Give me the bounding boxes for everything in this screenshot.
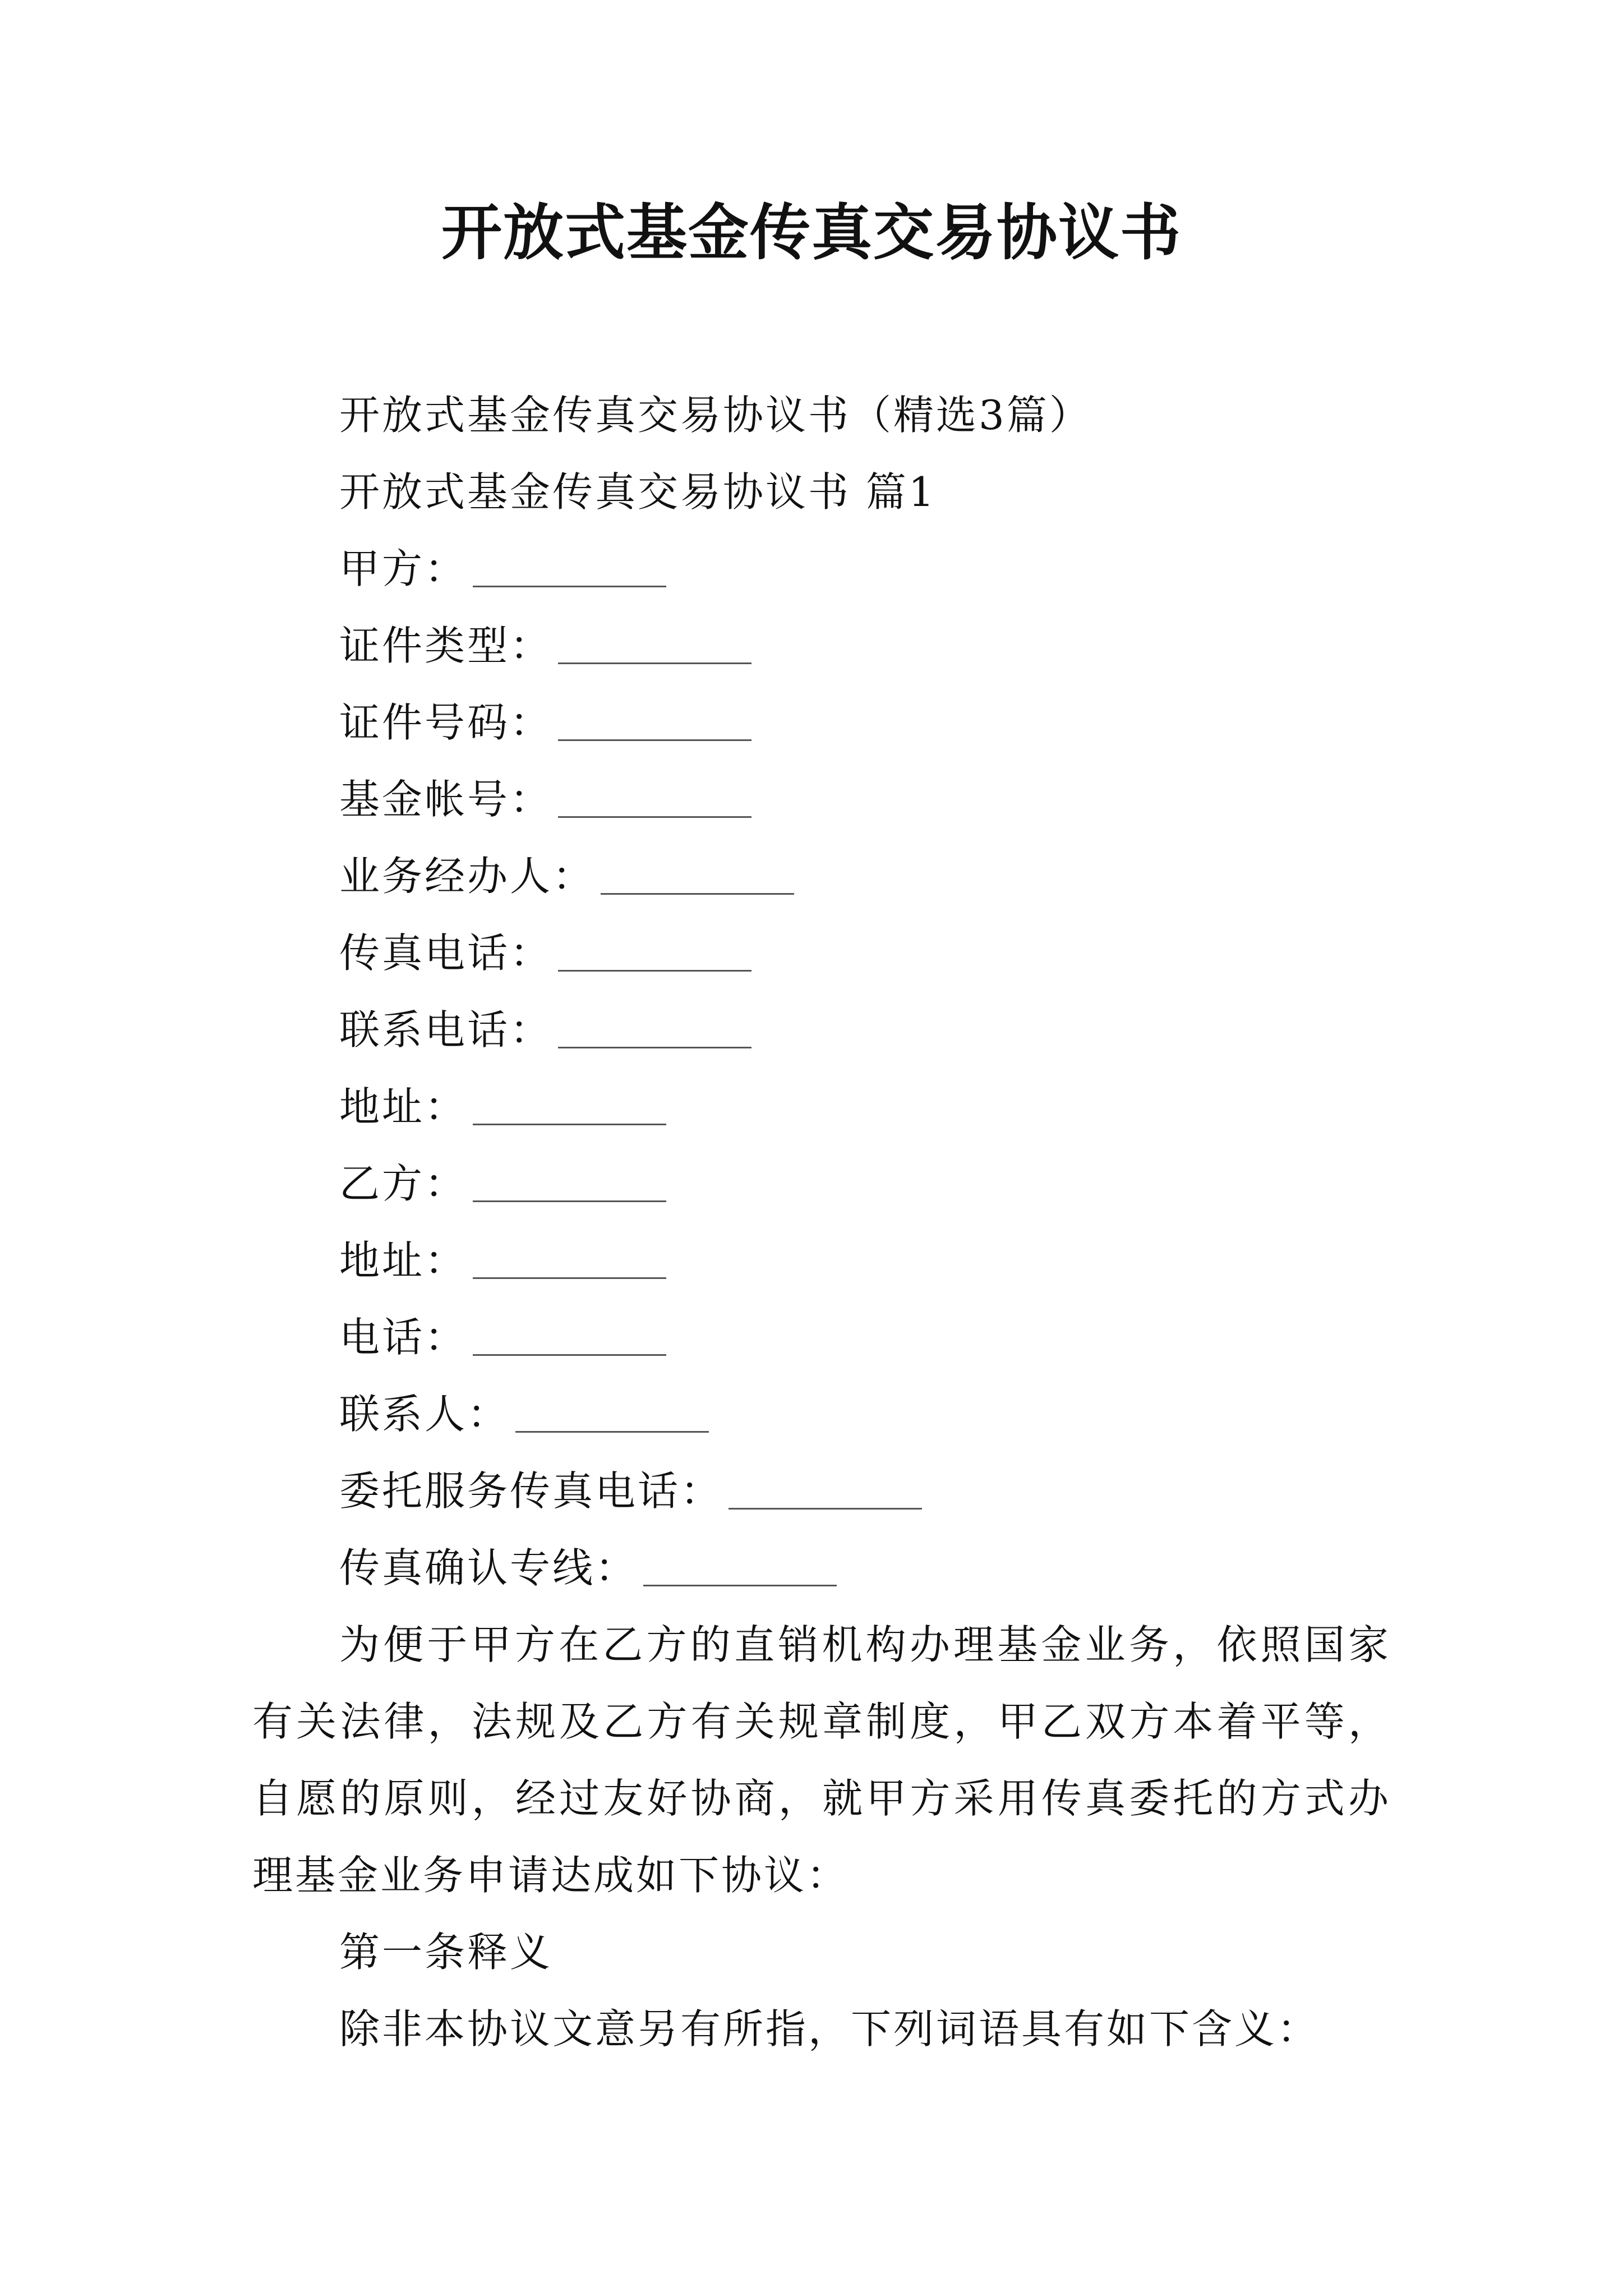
field-party-a bbox=[252, 531, 1391, 608]
field-label: 地址： bbox=[339, 1083, 468, 1130]
field-address-a bbox=[252, 1069, 1391, 1145]
field-label: 证件号码： bbox=[339, 699, 553, 746]
article-1-heading: 第一条释义 bbox=[339, 1929, 553, 1976]
fill-in-blank bbox=[558, 623, 751, 664]
field-label: 传真电话： bbox=[339, 930, 553, 977]
field-id-type bbox=[252, 608, 1391, 684]
field-phone-b bbox=[252, 1299, 1391, 1376]
field-fax-phone bbox=[252, 915, 1391, 992]
field-service-fax bbox=[252, 1453, 1391, 1530]
fill-in-blank bbox=[473, 1084, 666, 1125]
field-label: 传真确认专线： bbox=[339, 1544, 638, 1591]
field-contact-phone bbox=[252, 992, 1391, 1069]
field-fax-confirm-line bbox=[252, 1530, 1391, 1607]
document-body bbox=[252, 377, 1391, 2068]
fill-in-blank bbox=[473, 1238, 666, 1279]
fill-in-blank bbox=[558, 777, 751, 818]
field-label: 委托服务传真电话： bbox=[339, 1467, 723, 1515]
field-address-b bbox=[252, 1222, 1391, 1299]
field-label: 证件类型： bbox=[339, 622, 553, 669]
field-label: 乙方： bbox=[339, 1160, 468, 1207]
fill-in-blank bbox=[558, 931, 751, 972]
field-label: 甲方： bbox=[339, 545, 468, 592]
article-1-text: 除非本协议文意另有所指，下列词语具有如下含义： bbox=[339, 2005, 1320, 2053]
fill-in-blank bbox=[558, 700, 751, 741]
document-title: 开放式基金传真交易协议书 bbox=[441, 197, 1182, 268]
field-label: 联系人： bbox=[339, 1391, 510, 1438]
field-label: 联系电话： bbox=[339, 1006, 553, 1053]
section-heading: 开放式基金传真交易协议书 篇1 bbox=[339, 468, 937, 516]
fill-in-blank bbox=[601, 854, 794, 895]
fill-in-blank bbox=[473, 1315, 666, 1356]
field-label: 电话： bbox=[339, 1314, 468, 1361]
fill-in-blank bbox=[643, 1545, 837, 1586]
field-fund-account bbox=[252, 761, 1391, 838]
fill-in-blank bbox=[515, 1392, 709, 1433]
fill-in-blank bbox=[558, 1007, 751, 1048]
intro-paragraph: 为便于甲方在乙方的直销机构办理基金业务，依照国家有关法律，法规及乙方有关规章制度，甲乙双方本着平等，自愿的原则，经过友好协商，就甲方采用传真委托的方式办理基金业务申请达成如下协议： bbox=[252, 1621, 1391, 1899]
field-label: 基金帐号： bbox=[339, 776, 553, 823]
fill-in-blank bbox=[473, 1161, 666, 1202]
field-label: 地址： bbox=[339, 1237, 468, 1284]
fill-in-blank bbox=[473, 546, 666, 587]
field-party-b bbox=[252, 1145, 1391, 1222]
fill-in-blank bbox=[728, 1469, 922, 1510]
subtitle-line: 开放式基金传真交易协议书（精选3篇） bbox=[339, 392, 1092, 439]
field-id-number bbox=[252, 684, 1391, 761]
field-label: 业务经办人： bbox=[339, 853, 596, 900]
field-contact-person bbox=[252, 1376, 1391, 1453]
field-agent bbox=[252, 838, 1391, 915]
